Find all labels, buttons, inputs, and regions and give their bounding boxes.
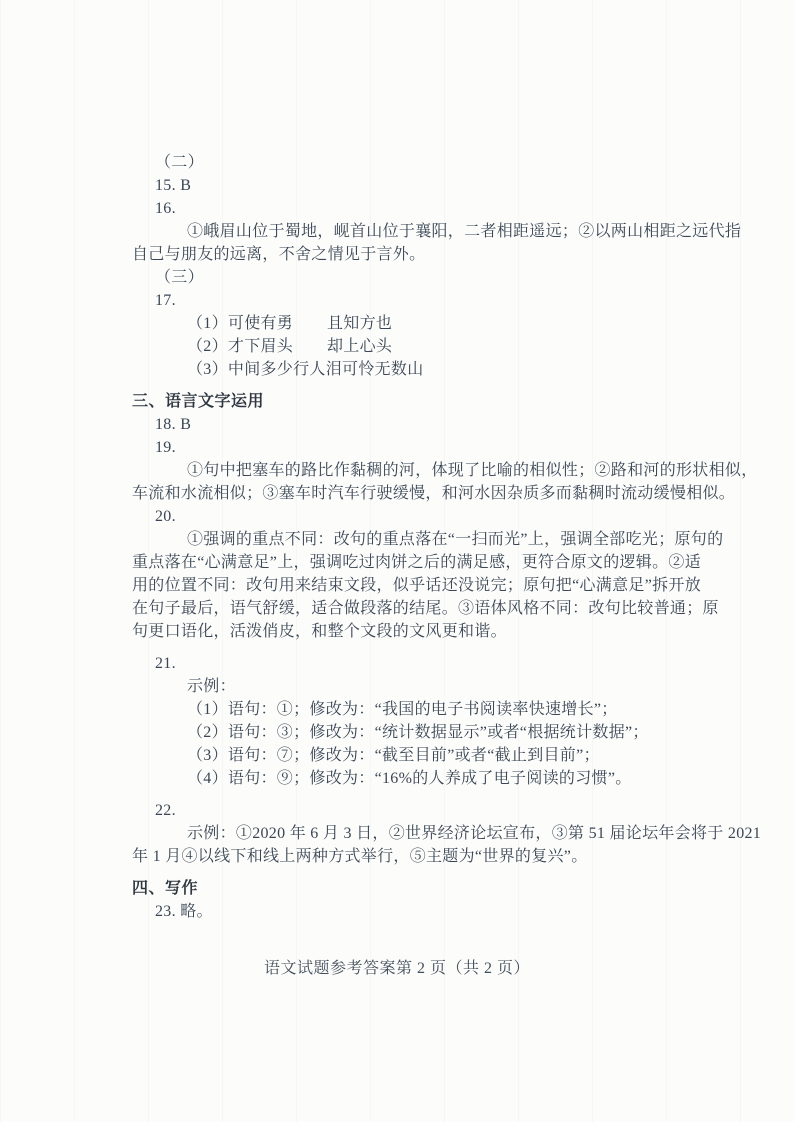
answer-17-item-2-first-blank: （2）才下眉头 — [187, 338, 294, 355]
answer-17-item-1-second-blank: 且知方也 — [327, 315, 393, 332]
answer-20-line-2: 重点落在“心满意足”上，强调吃过肉饼之后的满足感，更符合原文的逻辑。②适 — [132, 554, 702, 571]
question-16-number: 16. — [155, 200, 176, 217]
answer-22-line-1: 示例：①2020 年 6 月 3 日，②世界经济论坛宣布，③第 51 届论坛年会将于 2021 — [187, 825, 762, 842]
answer-19-line-2: 车流和水流相似；③塞车时汽车行驶缓慢，和河水因杂质多而黏稠时流动缓慢相似。 — [132, 485, 736, 502]
answer-17-item-2 — [132, 335, 664, 358]
answer-20-line-1: ①强调的重点不同：改句的重点落在“一扫而光”上，强调全部吃光；原句的 — [187, 531, 724, 548]
answer-22-line-2: 年 1 月④以线下和线上两种方式举行，⑤主题为“世界的复兴”。 — [132, 848, 588, 865]
question-22-number: 22. — [155, 802, 176, 819]
answer-18: 18. B — [155, 416, 192, 433]
answer-21-item-3: （3）语句：⑦；修改为：“截至目前”或者“截止到目前”； — [187, 747, 600, 764]
answer-21-item-4: （4）语句：⑨；修改为：“16%的人养成了电子阅读的习惯”。 — [187, 770, 632, 787]
answer-20-line-5: 句更口语化，活泼俏皮，和整个文段的文风更和谐。 — [132, 623, 507, 640]
question-17-number: 17. — [155, 292, 176, 309]
answer-20-line-4: 在句子最后，语气舒缓，适合做段落的结尾。③语体风格不同：改句比较普通；原 — [132, 600, 719, 617]
question-19-number: 19. — [155, 439, 176, 456]
question-20-number: 20. — [155, 508, 176, 525]
answer-15: 15. B — [155, 177, 192, 194]
answer-17-item-3-first-blank: （3）中间多少行人泪 — [187, 361, 343, 378]
section-four-heading: 四、写作 — [132, 880, 199, 897]
answer-21-item-1: （1）语句：①；修改为：“我国的电子书阅读率快速增长”； — [187, 701, 618, 718]
part-two-label: （二） — [155, 154, 204, 171]
answer-23: 23. 略。 — [155, 903, 213, 920]
section-three-heading: 三、语言文字运用 — [132, 393, 265, 410]
question-21-number: 21. — [155, 655, 176, 672]
answer-17-item-1-first-blank: （1）可使有勇 — [187, 315, 294, 332]
answer-21-item-2: （2）语句：③；修改为：“统计数据显示”或者“根据统计数据”； — [187, 724, 649, 741]
answer-17-item-3-second-blank: 可怜无数山 — [342, 361, 424, 378]
answer-16-line-1: ①峨眉山位于蜀地，岘首山位于襄阳，二者相距遥远；②以两山相距之远代指 — [187, 223, 742, 240]
answer-21-example-label: 示例： — [187, 678, 236, 695]
answer-20-line-3: 用的位置不同：改句用来结束文段，似乎话还没说完；原句把“心满意足”拆开放 — [132, 577, 702, 594]
answer-content — [132, 151, 762, 923]
answer-16-line-2: 自己与朋友的远离，不舍之情见于言外。 — [132, 246, 426, 263]
answer-17-item-2-second-blank: 却上心头 — [327, 338, 393, 355]
answer-17-item-3 — [132, 358, 664, 381]
answer-17-item-1 — [132, 312, 664, 335]
part-three-label: （三） — [155, 269, 204, 286]
page-footer: 语文试题参考答案第 2 页（共 2 页） — [263, 960, 530, 977]
answer-19-line-1: ①句中把塞车的路比作黏稠的河，体现了比喻的相似性；②路和河的形状相似， — [187, 462, 758, 479]
